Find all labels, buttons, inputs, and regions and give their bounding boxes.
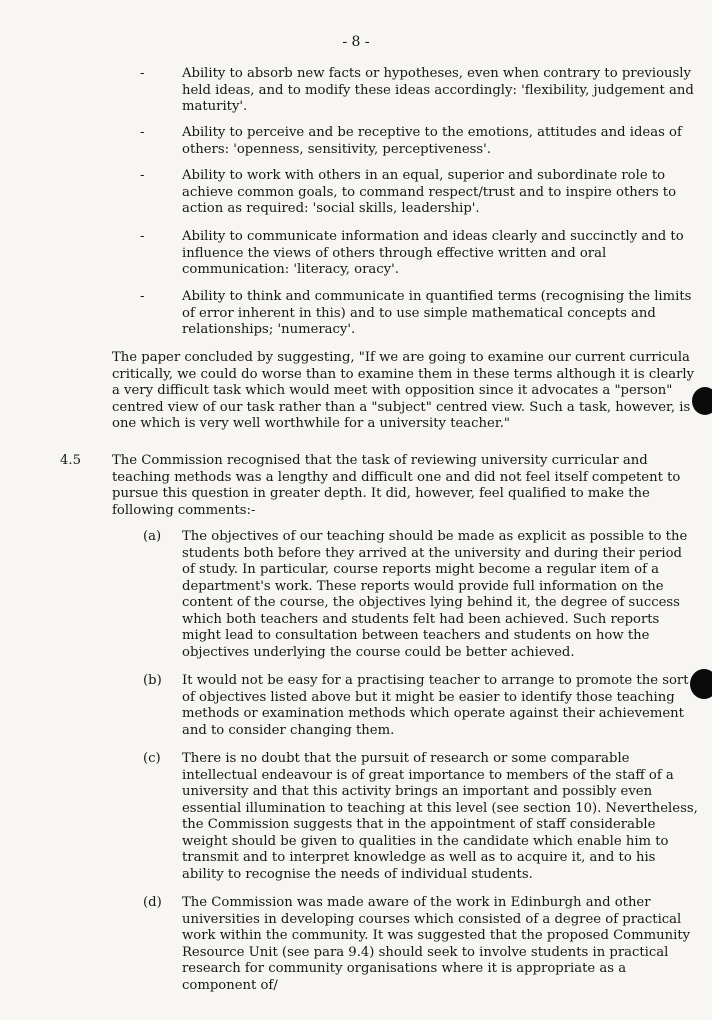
- item-text: It would not be easy for a practising teacher to arrange to promote the sort of objectives listed above but it might be easier to identify those teaching methods or examination methods which operate against their achievement and to consider changing them.: [182, 673, 689, 738]
- item-text: The Commission was made aware of the work in Edinburgh and other universities in developing courses which consisted of a degree of practical work within the community. It was suggested that the proposed Community Resource Unit (see para 9.4) should seek to involve students in practical research for community organisations where it is appropriate as a component of/: [182, 895, 691, 993]
- item-label: (d): [143, 895, 162, 910]
- section-number: 4.5: [60, 453, 81, 468]
- bullet-dash: -: [140, 168, 145, 183]
- bullet-text: Ability to think and communicate in quantified terms (recognising the limits of error inherent in this) and to use simple mathematical concepts and relationships; 'numeracy'.: [182, 289, 692, 337]
- item-label: (a): [143, 529, 162, 544]
- item-text: The objectives of our teaching should be made as explicit as possible to the students both before they arrived at the university and during their period of study. In particular, course reports might become a regular item of a department's work. These reports would provide full information on the content of the course, the objectives lying behind it, the degree of success which both teachers and students felt had been achieved. Such reports might lead to consultation between teachers and students on how the objectives underlying the course could be better achieved.: [182, 529, 688, 660]
- bullet-text: Ability to absorb new facts or hypotheses, even when contrary to previously held ideas, and to modify these ideas accordingly: 'flexibility, judgement and maturity'.: [182, 66, 694, 114]
- page-number: - 8 -: [342, 34, 370, 50]
- punch-hole-mark: [690, 669, 712, 699]
- conclusion-paragraph: The paper concluded by suggesting, "If we are going to examine our current curricula critically, we could do worse than to examine them in these terms although it is clearly a very difficult task which would meet with opposition since it advocates a "person" centred view of our task rather than a "subject" centred view. Such a task, however, is one which is very well worthwhile for a university teacher.": [112, 350, 695, 431]
- bullet-dash: -: [140, 66, 145, 81]
- bullet-text: Ability to perceive and be receptive to the emotions, attitudes and ideas of others: 'openness, sensitivity, perceptiveness'.: [182, 125, 682, 157]
- bullet-dash: -: [140, 289, 145, 304]
- bullet-text: Ability to work with others in an equal, superior and subordinate role to achieve common goals, to command respect/trust and to inspire others to action as required: 'social skills, leadership'.: [182, 168, 677, 216]
- section-intro: The Commission recognised that the task of reviewing university curricular and teaching methods was a lengthy and difficult one and did not feel itself competent to pursue this question in greater depth. It did, however, feel qualified to make the following comments:-: [112, 453, 681, 518]
- bullet-dash: -: [140, 229, 145, 244]
- bullet-dash: -: [140, 125, 145, 140]
- punch-hole-mark: [692, 387, 712, 415]
- item-text: There is no doubt that the pursuit of research or some comparable intellectual endeavour is of great importance to members of the staff of a university and that this activity brings an important and possibly even essential illumination to teaching at this level (see section 10). Nevertheless, the Commission suggests that in the appointment of staff considerable weight should be given to qualities in the candidate which enable him to transmit and to interpret knowledge as well as to acquire it, and to his ability to recognise the needs of individual students.: [182, 751, 698, 882]
- bullet-text: Ability to communicate information and ideas clearly and succinctly and to influence the views of others through effective written and oral communication: 'literacy, oracy'.: [182, 229, 684, 277]
- item-label: (c): [143, 751, 161, 766]
- item-label: (b): [143, 673, 162, 688]
